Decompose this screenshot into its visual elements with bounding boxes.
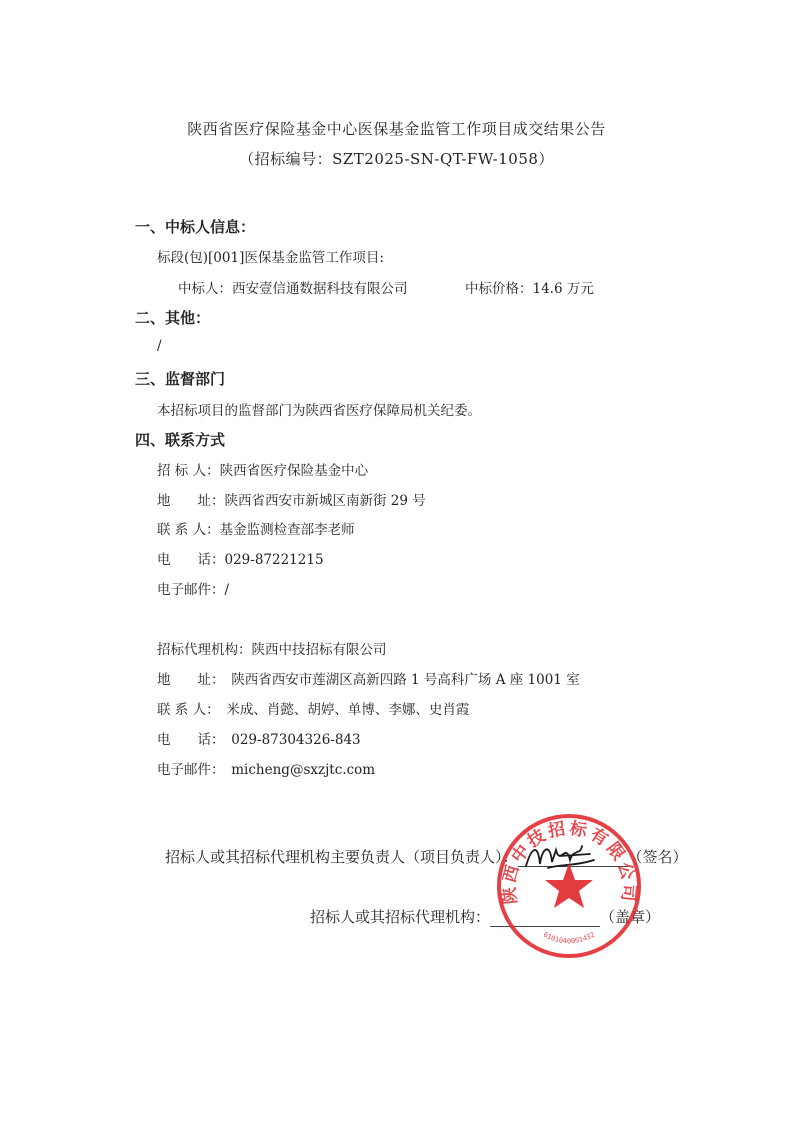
tenderer-phone: 电 话：029-87221215: [157, 552, 324, 568]
winner-name: 中标人：西安壹信通数据科技有限公司: [178, 281, 408, 297]
agency-email: 电子邮件： micheng@sxzjtc.com: [157, 762, 376, 778]
section-heading-contact: 四、联系方式: [135, 431, 226, 449]
agency-contact: 联 系 人： 米成、肖懿、胡婷、单博、李娜、史肖霞: [157, 702, 470, 718]
agency-name: 招标代理机构：陕西中技招标有限公司: [157, 642, 387, 658]
section-heading-other: 二、其他：: [135, 309, 211, 327]
lot-info: 标段(包)[001]医保基金监管工作项目:: [157, 250, 384, 266]
tenderer-address: 地 址：陕西省西安市新城区南新街 29 号: [157, 493, 426, 509]
doc-title: 陕西省医疗保险基金中心医保基金监管工作项目成交结果公告: [187, 120, 606, 138]
section-heading-winner: 一、中标人信息：: [135, 218, 256, 236]
section-heading-supervision: 三、监督部门: [135, 370, 226, 388]
official-seal-icon: [494, 811, 644, 961]
winner-price: 中标价格：14.6 万元: [465, 281, 594, 297]
seal-text: 陕西中技招标有限公司: [499, 818, 639, 906]
other-content: /: [157, 338, 162, 354]
agency-address: 地 址： 陕西省西安市莲湖区高新四路 1 号高科广场 A 座 1001 室: [157, 672, 580, 688]
signature-person-label: 招标人或其招标代理机构主要负责人（项目负责人）：: [165, 848, 518, 866]
tenderer-email: 电子邮件：/: [157, 582, 230, 598]
tender-number: （招标编号：SZT2025-SN-QT-FW-1058）: [239, 150, 554, 168]
supervision-content: 本招标项目的监督部门为陕西省医疗保障局机关纪委。: [157, 403, 481, 419]
tenderer-name: 招 标 人：陕西省医疗保险基金中心: [157, 463, 369, 479]
agency-phone: 电 话： 029-87304326-843: [157, 732, 361, 748]
tenderer-contact: 联 系 人：基金监测检查部李老师: [157, 522, 355, 538]
signature-person-suffix: （签名）: [627, 848, 688, 866]
signature-org-label: 招标人或其招标代理机构：: [310, 908, 491, 926]
signature-org-suffix: （盖章）: [600, 908, 661, 926]
seal-number: 6101040001432: [541, 930, 597, 946]
